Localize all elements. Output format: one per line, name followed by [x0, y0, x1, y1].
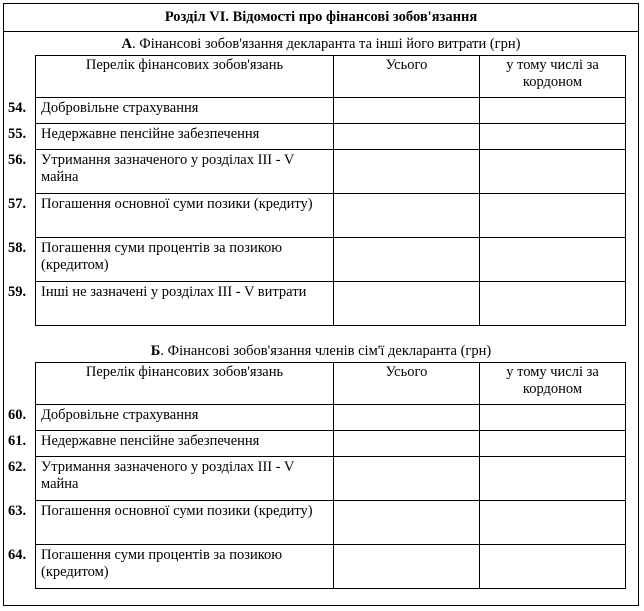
table-row — [36, 501, 626, 545]
part-b-caption-text: . Фінансові зобов'язання членів сім'ї декларанта (грн) — [160, 343, 492, 359]
row-label: Інші не зазначені у розділах III - V витрати — [36, 282, 334, 326]
row-abroad-cell[interactable] — [480, 194, 626, 238]
row-label: Погашення основної суми позики (кредиту) — [36, 501, 334, 545]
row-label: Недержавне пенсійне забезпечення — [36, 431, 334, 457]
row-number: 60. — [8, 407, 27, 423]
row-number: 56. — [8, 152, 27, 168]
row-label: Погашення суми процентів за позикою (кредитом) — [36, 545, 334, 589]
row-total-cell[interactable] — [334, 545, 480, 589]
part-a-table — [35, 55, 626, 326]
section-title: Розділ VI. Відомості про фінансові зобов'язання — [3, 3, 639, 32]
row-number: 54. — [8, 100, 27, 116]
row-label: Добровільне страхування — [36, 405, 334, 431]
row-number: 59. — [8, 284, 27, 300]
row-total-cell[interactable] — [334, 150, 480, 194]
row-total-cell[interactable] — [334, 194, 480, 238]
row-abroad-cell[interactable] — [480, 238, 626, 282]
row-abroad-cell[interactable] — [480, 282, 626, 326]
row-total-cell[interactable] — [334, 282, 480, 326]
row-number: 63. — [8, 503, 27, 519]
part-b-letter: Б — [150, 343, 161, 359]
row-abroad-cell[interactable] — [480, 545, 626, 589]
row-number: 58. — [8, 240, 27, 256]
header-abroad: у тому числі за кордоном — [480, 56, 626, 98]
row-total-cell[interactable] — [334, 431, 480, 457]
row-label: Утримання зазначеного у розділах III - V майна — [36, 457, 334, 501]
part-a-caption — [3, 35, 639, 53]
part-b-caption — [3, 342, 639, 360]
row-label: Недержавне пенсійне забезпечення — [36, 124, 334, 150]
row-abroad-cell[interactable] — [480, 98, 626, 124]
row-abroad-cell[interactable] — [480, 457, 626, 501]
row-total-cell[interactable] — [334, 501, 480, 545]
row-label: Погашення основної суми позики (кредиту) — [36, 194, 334, 238]
header-total: Усього — [334, 363, 480, 405]
table-row — [36, 405, 626, 431]
table-row — [36, 431, 626, 457]
part-b-table — [35, 362, 626, 589]
row-total-cell[interactable] — [334, 238, 480, 282]
row-number: 61. — [8, 433, 27, 449]
row-abroad-cell[interactable] — [480, 150, 626, 194]
row-number: 55. — [8, 126, 27, 142]
row-number: 57. — [8, 196, 27, 212]
table-row — [36, 545, 626, 589]
header-list: Перелік фінансових зобов'язань — [36, 56, 334, 98]
table-header-row — [36, 56, 626, 98]
row-label: Утримання зазначеного у розділах III - V майна — [36, 150, 334, 194]
header-list: Перелік фінансових зобов'язань — [36, 363, 334, 405]
row-abroad-cell[interactable] — [480, 405, 626, 431]
row-abroad-cell[interactable] — [480, 431, 626, 457]
row-total-cell[interactable] — [334, 98, 480, 124]
part-a-letter: А — [121, 36, 132, 52]
table-row — [36, 194, 626, 238]
row-number: 62. — [8, 459, 27, 475]
row-total-cell[interactable] — [334, 405, 480, 431]
table-row — [36, 457, 626, 501]
header-total: Усього — [334, 56, 480, 98]
table-row — [36, 282, 626, 326]
table-row — [36, 124, 626, 150]
part-a-caption-text: . Фінансові зобов'язання декларанта та інші його витрати (грн) — [132, 36, 521, 52]
header-abroad: у тому числі за кордоном — [480, 363, 626, 405]
row-number: 64. — [8, 547, 27, 563]
table-row — [36, 150, 626, 194]
row-label: Добровільне страхування — [36, 98, 334, 124]
row-abroad-cell[interactable] — [480, 501, 626, 545]
table-row — [36, 98, 626, 124]
row-total-cell[interactable] — [334, 457, 480, 501]
table-header-row — [36, 363, 626, 405]
row-total-cell[interactable] — [334, 124, 480, 150]
table-row — [36, 238, 626, 282]
row-label: Погашення суми процентів за позикою (кредитом) — [36, 238, 334, 282]
row-abroad-cell[interactable] — [480, 124, 626, 150]
